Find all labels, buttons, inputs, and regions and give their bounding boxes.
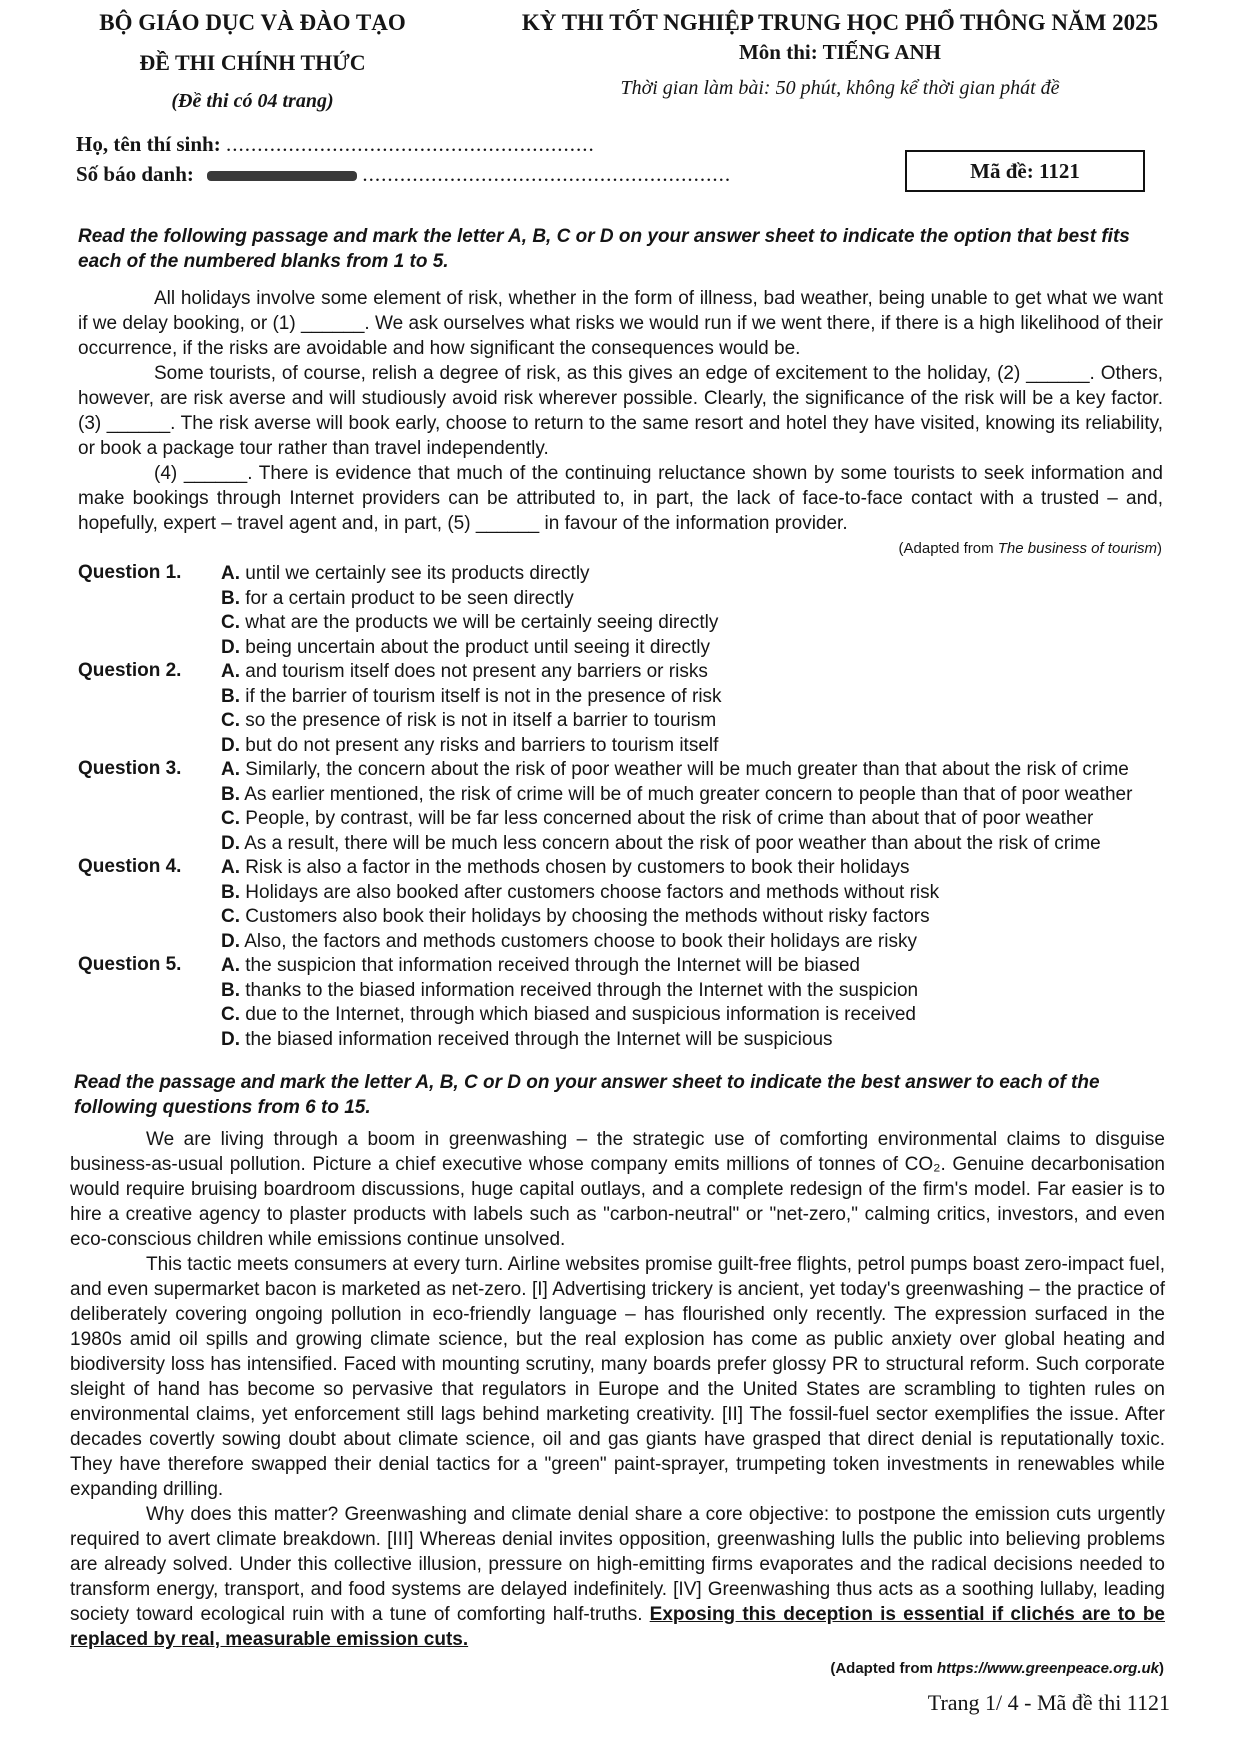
option-letter: B. (221, 587, 240, 609)
option-text: what are the products we will be certainly seeing directly (245, 612, 719, 633)
header-right (500, 10, 1180, 100)
source-suffix: ) (1159, 1660, 1164, 1677)
question-label: Question 5. (78, 954, 182, 975)
ministry-name: BỘ GIÁO DỤC VÀ ĐÀO TẠO (99, 10, 406, 35)
option-letter: A. (221, 759, 240, 780)
option-letter: B. (221, 979, 240, 1001)
passage-tourism (78, 286, 1163, 536)
option-letter: D. (221, 930, 240, 952)
option-letter: A. (221, 563, 240, 584)
option-letter: C. (221, 808, 240, 829)
option-letter: D. (221, 734, 240, 756)
pages-note: (Đề thi có 04 trang) (171, 90, 334, 112)
answer-option (221, 954, 1168, 979)
exam-title: KỲ THI TỐT NGHIỆP TRUNG HỌC PHỔ THÔNG NĂM 2025 (521, 10, 1159, 35)
option-letter: C. (221, 612, 240, 633)
passage-paragraph: We are living through a boom in greenwashing – the strategic use of comforting environmental claims to disguise business-as-usual pollution. Picture a chief executive whose company emits millions of tonnes of CO₂. Genuine decarbonisation would require bruising boardroom discussions, huge capital outlays, and a complete redesign of the firm's model. Far easier is to hire a creative agency to plaster products with labels such as "carbon-neutral" or "net-zero," calming critics, investors, and even eco-conscious children while emissions continue unsolved. (70, 1129, 1165, 1250)
option-text: and tourism itself does not present any barriers or risks (245, 661, 708, 682)
option-letter: A. (221, 857, 240, 878)
section2-instruction: Read the passage and mark the letter A, B, C or D on your answer sheet to indicate the best answer to each of the following questions from 6 to 15. (74, 1072, 1100, 1118)
source-title: The business of tourism (997, 540, 1157, 557)
candidate-id-dots: ........................................................... (362, 162, 732, 186)
option-text: until we certainly see its products directly (245, 563, 590, 584)
source-prefix: (Adapted from (830, 1660, 938, 1677)
answer-option (221, 881, 1168, 906)
option-text: Holidays are also booked after customers choose factors and methods without risk (245, 881, 940, 903)
option-text: so the presence of risk is not in itself a barrier to tourism (245, 710, 717, 731)
exam-code-box: Mã đề: 1121 (905, 150, 1145, 192)
answer-option (221, 734, 1168, 759)
option-letter: B. (221, 881, 240, 903)
answer-option (221, 685, 1168, 710)
option-list (221, 758, 1168, 856)
subject: Môn thi: TIẾNG ANH (738, 40, 942, 64)
question-item (78, 856, 1168, 954)
answer-option (221, 832, 1168, 857)
page-footer: Trang 1/ 4 - Mã đề thi 1121 (927, 1690, 1170, 1715)
candidate-name-dots: ........................................................... (225, 132, 595, 156)
option-letter: B. (221, 783, 240, 805)
candidate-id-line (76, 162, 731, 187)
question-label: Question 3. (78, 758, 182, 779)
answer-option (221, 587, 1168, 612)
option-letter: C. (221, 1004, 240, 1025)
answer-option (221, 660, 1168, 685)
question-label: Question 4. (78, 856, 182, 877)
section1-instruction: Read the following passage and mark the letter A, B, C or D on your answer sheet to indicate the option that best fits each of the numbered blanks from 1 to 5. (78, 226, 1130, 272)
passage-paragraph: All holidays involve some element of risk, whether in the form of illness, bad weather, being unable to get what we want if we delay booking, or (1) ______. We ask ourselves what risks we would run if we went there, if there is a high likelihood of their occurrence, if the risks are avoidable and how significant the consequences would be. (78, 288, 1163, 359)
option-letter: A. (221, 661, 240, 682)
option-letter: D. (221, 832, 240, 854)
option-list (221, 562, 1168, 660)
passage-paragraph: (4) ______. There is evidence that much of the continuing reluctance shown by some tourists to seek information and make bookings through Internet providers can be attributed to, in part, the lack of face-to-face contact with a trusted – and, hopefully, expert – travel agent and, in part, (5) ______ in favour of the information provider. (78, 463, 1163, 534)
option-letter: D. (221, 1028, 240, 1050)
passage-paragraph (70, 1502, 1165, 1652)
option-text: due to the Internet, through which biased and suspicious information is received (245, 1004, 916, 1025)
candidate-id-label: Số báo danh: (76, 162, 194, 186)
passage-greenwashing (70, 1127, 1165, 1652)
option-letter: A. (221, 955, 240, 976)
option-letter: B. (221, 685, 240, 707)
option-text: the suspicion that information received through the Internet will be biased (245, 955, 860, 976)
option-text: As earlier mentioned, the risk of crime will be of much greater concern to people than that of poor weather (244, 783, 1133, 805)
answer-option (221, 636, 1168, 661)
passage-source (899, 540, 1162, 557)
official-label: ĐỀ THI CHÍNH THỨC (139, 50, 366, 75)
passage-paragraph: This tactic meets consumers at every turn. Airline websites promise guilt-free flights, petrol pumps boast zero-impact fuel, and even supermarket bacon is marketed as net-zero. [I] Advertising trickery is ancient, yet today's greenwashing – the practice of deliberately covering ongoing pollution in eco-friendly language – has flourished only recently. The expression surfaced in the 1980s amid oil spills and growing climate science, but the real explosion has come as public anxiety over global heating and biodiversity loss has intensified. Faced with mounting scrutiny, many boards prefer glossy PR to structural reform. Such corporate sleight of hand has become so pervasive that regulators in Europe and the United States are scrambling to tighten rules on environmental claims, yet enforcement still lags behind marketing creativity. [II] The fossil-fuel sector exemplifies the issue. After decades covertly sowing doubt about climate science, oil and gas giants have grasped that direct denial is reputationally toxic. They have therefore swapped their denial tactics for a "green" paint-sprayer, trumpeting token investments in renewables while expanding drilling. (70, 1254, 1165, 1500)
answer-option (221, 611, 1168, 636)
question-list (78, 562, 1168, 1052)
underlined-sentence: Exposing this deception is essential if clichés are to be replaced by real, measurable emission cuts. (70, 1604, 1165, 1650)
option-text: for a certain product to be seen directly (245, 587, 574, 609)
option-text: the biased information received through the Internet will be suspicious (245, 1028, 833, 1050)
candidate-name-label: Họ, tên thí sinh: (76, 132, 221, 156)
option-letter: D. (221, 636, 240, 658)
option-text: but do not present any risks and barriers to tourism itself (245, 734, 719, 756)
option-letter: C. (221, 906, 240, 927)
question-item (78, 758, 1168, 856)
passage-paragraph: Some tourists, of course, relish a degree of risk, as this gives an edge of excitement to the holiday, (2) ______. Others, however, are risk averse and will studiously avoid risk wherever possible. Clearly, the significance of the risk will be a key factor. (3) ______. The risk averse will book early, choose to return to the same resort and hotel they have visited, knowing its reliability, or book a package tour rather than travel independently. (78, 363, 1163, 459)
option-text: As a result, there will be much less concern about the risk of poor weather than about the risk of crime (244, 832, 1101, 854)
paragraph-text: Why does this matter? Greenwashing and climate denial share a core objective: to postpone the emission cuts urgently required to avert climate breakdown. [III] Whereas denial invites opposition, greenwashing lulls the public into believing problems are already solved. Under this collective illusion, pressure on high-emitting firms evaporates and the radical decisions needed to transform energy, transport, and food systems are delayed indefinitely. [IV] Greenwashing thus acts as a soothing lullaby, leading society toward ecological ruin with a tune of comforting half-truths. (70, 1504, 1165, 1625)
passage2-source (830, 1660, 1164, 1677)
source-url: https://www.greenpeace.org.uk (937, 1660, 1159, 1677)
header-left (70, 10, 435, 113)
option-text: Also, the factors and methods customers choose to book their holidays are risky (244, 930, 917, 952)
question-item (78, 562, 1168, 660)
answer-option (221, 807, 1168, 832)
option-text: Risk is also a factor in the methods chosen by customers to book their holidays (245, 857, 910, 878)
option-text: thanks to the biased information received through the Internet with the suspicion (245, 979, 919, 1001)
option-text: Similarly, the concern about the risk of poor weather will be much greater than that about the risk of crime (245, 759, 1129, 780)
answer-option (221, 783, 1168, 808)
answer-option (221, 758, 1168, 783)
answer-option (221, 979, 1168, 1004)
question-label: Question 1. (78, 562, 182, 583)
question-label: Question 2. (78, 660, 182, 681)
answer-option (221, 562, 1168, 587)
option-text: People, by contrast, will be far less concerned about the risk of crime than about that of poor weather (245, 808, 1094, 829)
answer-option (221, 930, 1168, 955)
answer-option (221, 1028, 1168, 1053)
answer-option (221, 709, 1168, 734)
option-text: Customers also book their holidays by choosing the methods without risky factors (245, 906, 930, 927)
option-list (221, 856, 1168, 954)
answer-option (221, 856, 1168, 881)
option-text: being uncertain about the product until seeing it directly (245, 636, 711, 658)
answer-option (221, 905, 1168, 930)
answer-option (221, 1003, 1168, 1028)
option-list (221, 660, 1168, 758)
question-item (78, 954, 1168, 1052)
source-prefix: (Adapted from (898, 540, 998, 557)
question-item (78, 660, 1168, 758)
option-list (221, 954, 1168, 1052)
time-allowed: Thời gian làm bài: 50 phút, không kể thời gian phát đề (620, 77, 1060, 99)
source-suffix: ) (1157, 540, 1162, 557)
option-letter: C. (221, 710, 240, 731)
candidate-name-line (76, 132, 595, 157)
redaction-mark (207, 171, 357, 181)
option-text: if the barrier of tourism itself is not in the presence of risk (245, 685, 722, 707)
